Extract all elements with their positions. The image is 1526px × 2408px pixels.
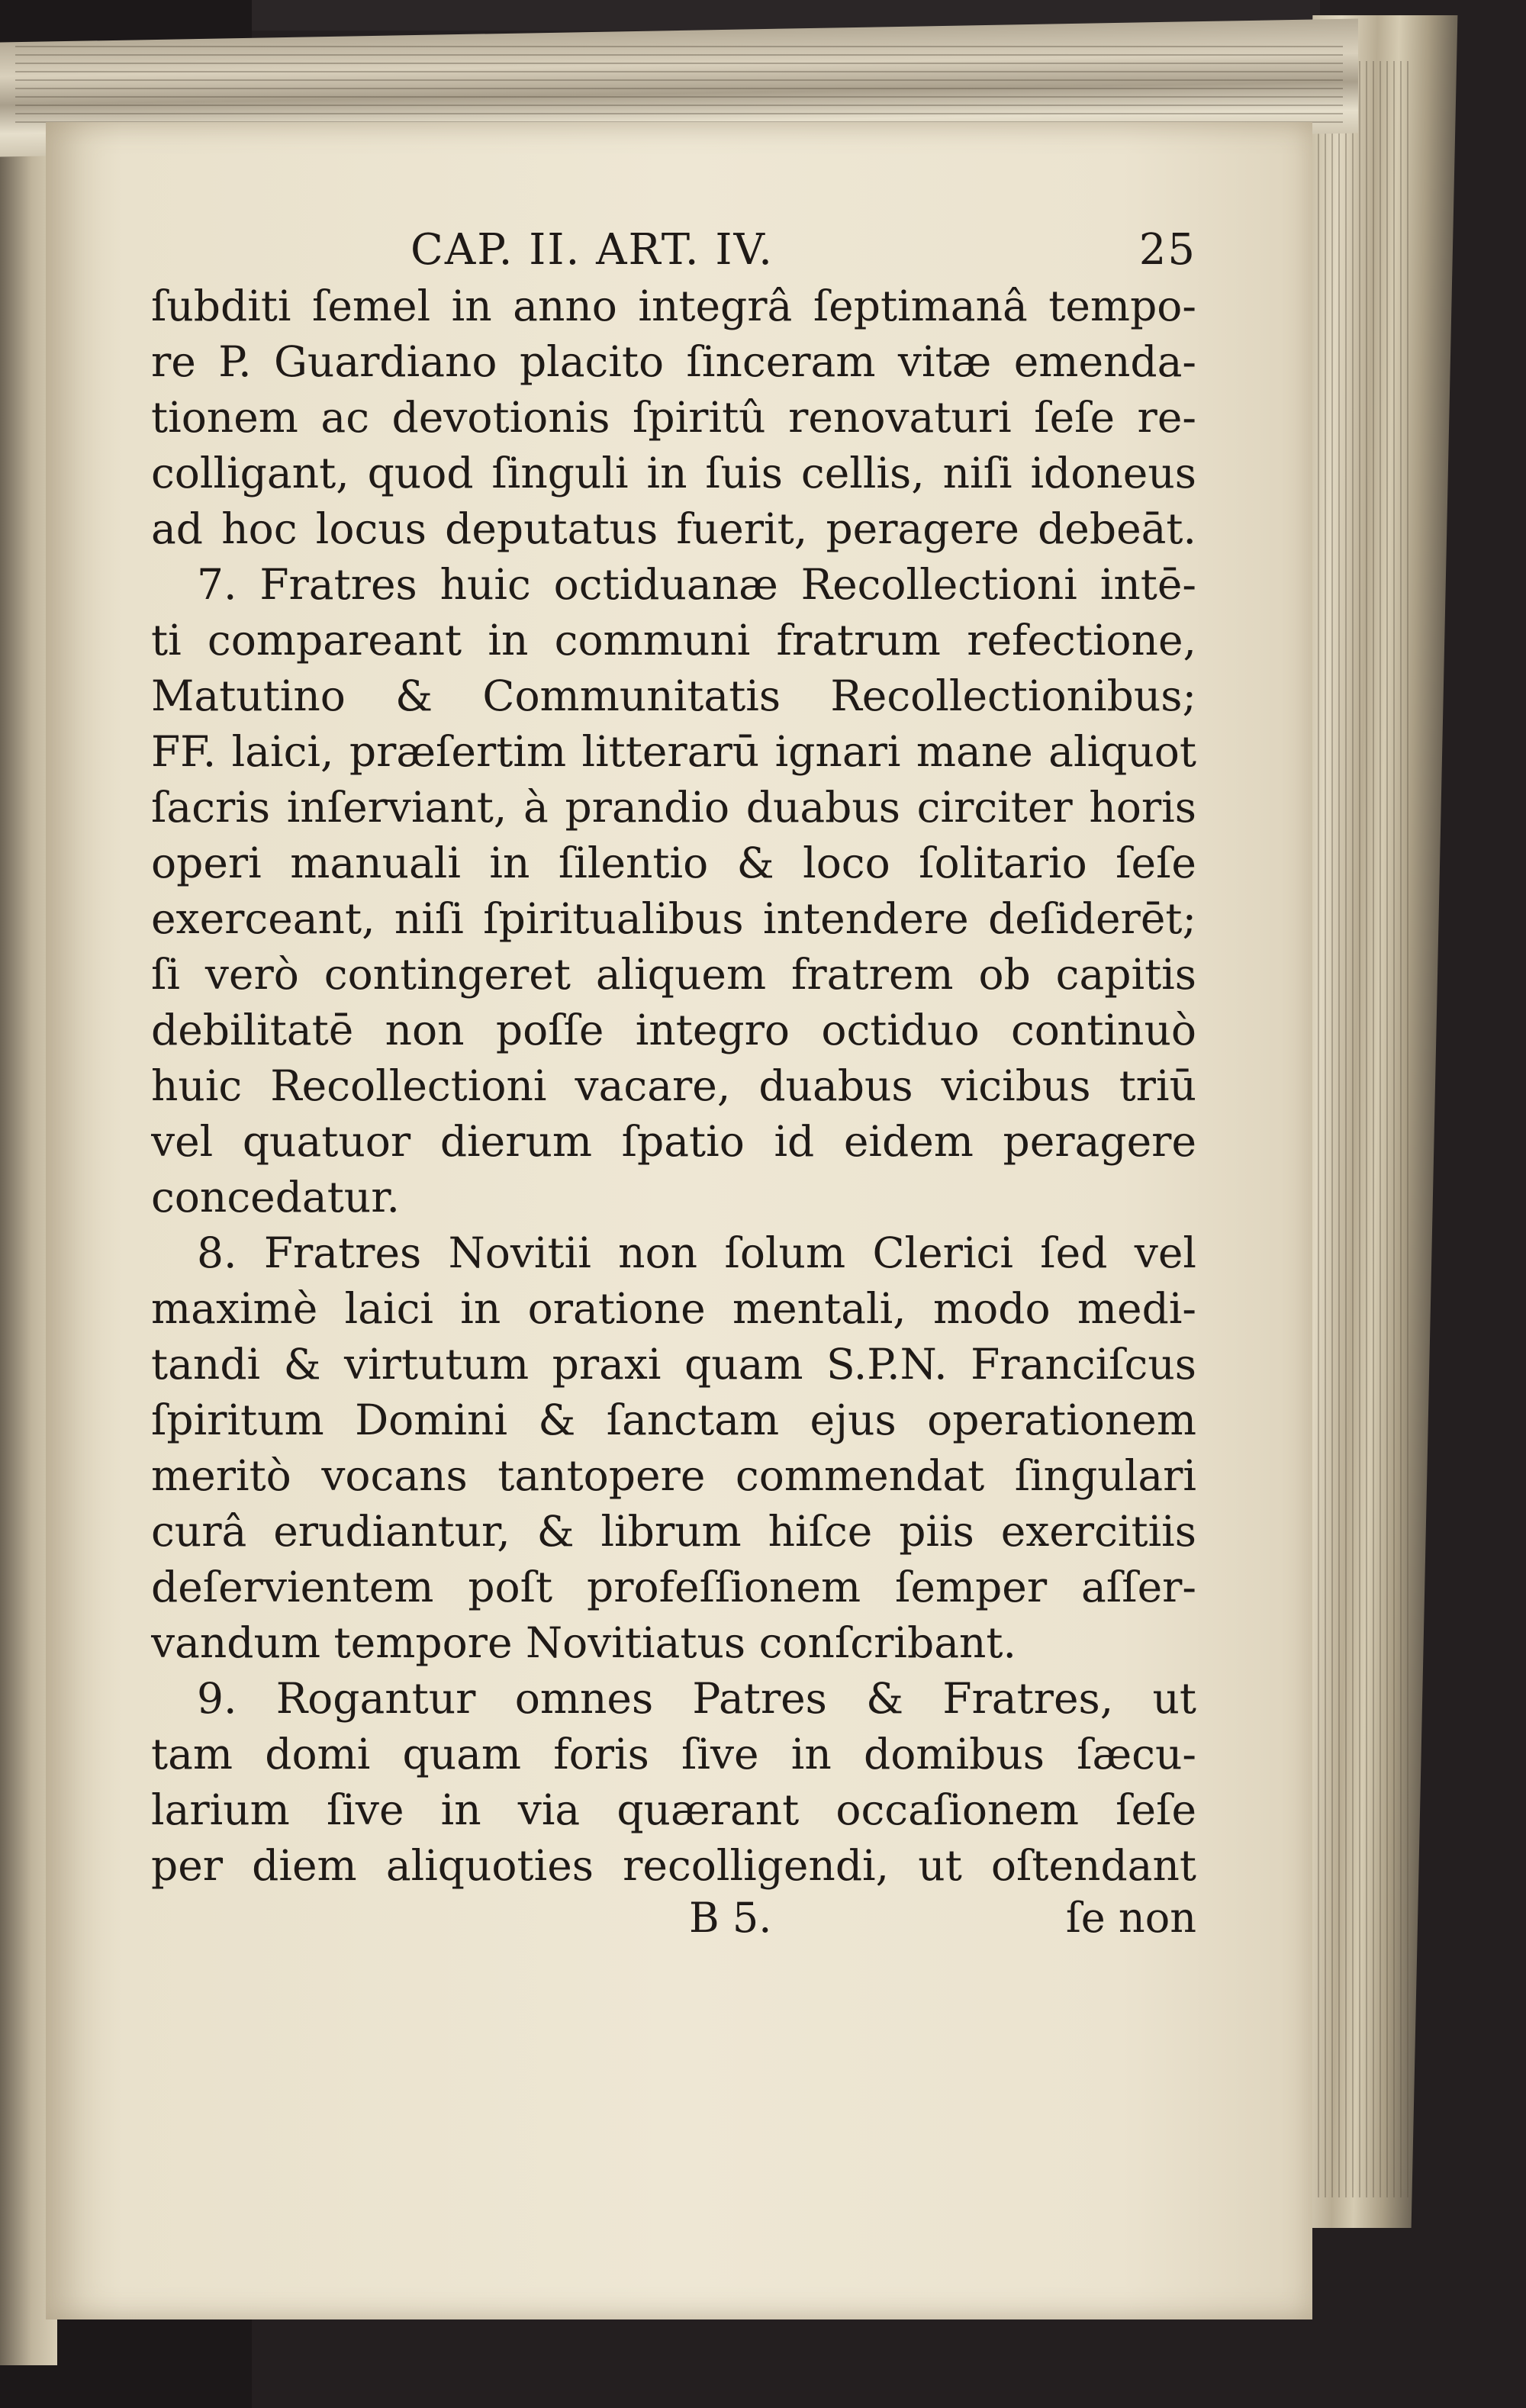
text-line: Matutino & Communitatis Recollectionibus; xyxy=(151,671,1196,720)
text-line: colligant, quod ſinguli in ſuis cellis, niſi idoneus xyxy=(151,449,1196,497)
text-line: re P. Guardiano placito ſinceram vitæ emenda- xyxy=(151,337,1196,386)
page-footer xyxy=(151,1894,1196,1955)
text-line: tandi & virtutum praxi quam S.P.N. Franciſcus xyxy=(151,1340,1196,1389)
page-stack-lines xyxy=(1297,61,1412,2197)
text-line: ti compareant in communi fratrum refectione, xyxy=(151,616,1196,665)
text-line: 7. Fratres huic octiduanæ Recollectioni intē- xyxy=(197,560,1196,609)
signature-mark: B 5. xyxy=(689,1894,772,1942)
text-line: debilitatē non poſſe integro octiduo continuò xyxy=(151,1006,1196,1054)
text-line: ad hoc locus deputatus fuerit, peragere debeāt. xyxy=(151,504,1196,553)
text-line: maximè laici in oratione mentali, modo medi- xyxy=(151,1284,1196,1333)
text-line: deſervientem poſt profeſſionem ſemper aſſer- xyxy=(151,1563,1196,1611)
catchword: ſe non xyxy=(1065,1894,1196,1942)
text-line: tionem ac devotionis ſpiritû renovaturi ſeſe re- xyxy=(151,393,1196,442)
text-line: meritò vocans tantopere commendat ſingulari xyxy=(151,1451,1196,1500)
text-line: vel quatuor dierum ſpatio id eidem peragere xyxy=(151,1117,1196,1166)
page-number: 25 xyxy=(1138,225,1196,275)
text-line: ſpiritum Domini & ſanctam ejus operationem xyxy=(151,1396,1196,1444)
text-line: 8. Fratres Novitii non ſolum Clerici ſed vel xyxy=(197,1228,1196,1277)
running-header xyxy=(151,225,1196,278)
running-title: CAP. II. ART. IV. xyxy=(410,225,774,275)
text-line: vandum tempore Novitiatus conſcribant. xyxy=(151,1618,1016,1667)
text-line: curâ erudiantur, & librum hiſce piis exercitiis xyxy=(151,1507,1196,1556)
text-line: operi manuali in ſilentio & loco ſolitario ſeſe xyxy=(151,839,1196,887)
text-line: concedatur. xyxy=(151,1173,400,1222)
text-line: exerceant, niſi ſpiritualibus intendere deſiderēt; xyxy=(151,894,1196,943)
text-line: huic Recollectioni vacare, duabus vicibus triū xyxy=(151,1061,1196,1110)
text-line: 9. Rogantur omnes Patres & Fratres, ut xyxy=(197,1674,1196,1723)
text-line: per diem aliquoties recolligendi, ut oſtendant xyxy=(151,1841,1196,1890)
text-line: ſacris inſerviant, à prandio duabus circiter horis xyxy=(151,783,1196,832)
text-line: ſubditi ſemel in anno integrâ ſeptimanâ tempo- xyxy=(151,282,1196,330)
text-line: tam domi quam foris ſive in domibus ſæcu- xyxy=(151,1730,1196,1779)
text-line: larium ſive in via quærant occaſionem ſeſe xyxy=(151,1785,1196,1834)
page-text xyxy=(151,225,1196,1955)
text-line: ſi verò contingeret aliquem fratrem ob capitis xyxy=(151,950,1196,999)
text-line: FF. laici, præſertim litterarū ignari mane aliquot xyxy=(151,727,1196,776)
top-page-stack-lines xyxy=(15,46,1343,130)
